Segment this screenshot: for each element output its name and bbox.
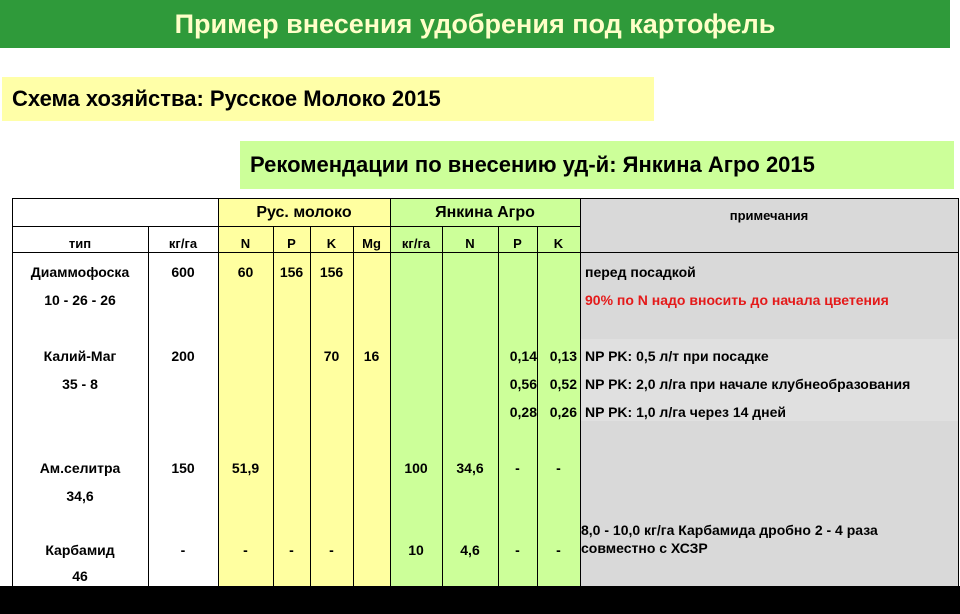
row-diammofoska-n: 60 [237,264,254,280]
row-kalimag-sub: 35 - 8 [62,376,98,392]
row-kalimag-k2-a: 0,13 [549,348,577,364]
row-amselitra-n2: 34,6 [456,460,484,476]
row-diammofoska-sub: 10 - 26 - 26 [44,292,116,308]
row-karbamid-k: - [329,542,334,558]
row-kalimag-k: 70 [323,348,340,364]
row-karbamid-note-1: 8,0 - 10,0 кг/га Карбамида дробно 2 - 4 раза [581,522,878,538]
group-rus-moloko: Рус. молоко [256,204,352,221]
row-amselitra-kgha2: 100 [404,460,428,476]
row-kalimag-p2-c: 0,28 [509,404,537,420]
header-k-2: K [553,236,564,251]
page-title: Пример внесения удобрения под картофель [0,0,950,48]
header-n-2: N [465,236,475,251]
row-amselitra-p2: - [515,460,520,476]
header-k-1: K [326,236,337,251]
rus-moloko-bg [218,198,390,586]
row-karbamid-n: - [243,542,248,558]
scheme-label: Схема хозяйства: Русское Молоко 2015 [2,77,654,121]
row-kalimag-note-b: NP PK: 2,0 л/га при начале клубнеобразования [585,376,911,392]
header-mg: Mg [362,236,381,251]
yankina-bg [390,198,580,586]
header-p-2: P [513,236,522,251]
row-diammofoska-note-red: 90% по N надо вносить до начала цветения [585,292,889,308]
group-notes: примечания [729,208,809,223]
row-kalimag-name: Калий-Маг [43,348,117,364]
recommendation-label: Рекомендации по внесению уд-й: Янкина Агро 2015 [240,141,954,189]
row-amselitra-name: Ам.селитра [39,460,121,476]
row-diammofoska-k: 156 [319,264,344,280]
row-diammofoska-note: перед посадкой [585,264,696,280]
row-karbamid-p: - [289,542,294,558]
row-kalimag-k2-b: 0,52 [549,376,577,392]
row-diammofoska-kgha: 600 [171,264,195,280]
row-karbamid-kgha2: 10 [408,542,424,558]
row-karbamid-n2: 4,6 [460,542,480,558]
row-karbamid-name: Карбамид [45,542,115,558]
header-p-1: P [287,236,296,251]
header-type: тип [68,236,92,251]
group-yankina: Янкина Агро [435,204,535,221]
header-kgha-1: кг/га [168,236,198,251]
row-karbamid-p2: - [515,542,520,558]
row-karbamid-note-2: совместно с ХСЗР [581,540,708,556]
row-diammofoska-p: 156 [279,264,304,280]
row-kalimag-note-c: NP PK: 1,0 л/га через 14 дней [585,404,787,420]
row-karbamid-kgha: - [180,542,186,558]
header-kgha-2: кг/га [401,236,431,251]
row-amselitra-kgha: 150 [171,460,195,476]
row-amselitra-n: 51,9 [231,460,260,476]
row-amselitra-k2: - [556,460,561,476]
row-kalimag-note-a: NP PK: 0,5 л/т при посадке [585,348,769,364]
row-kalimag-mg: 16 [363,348,380,364]
row-diammofoska-name: Диаммофоска [30,264,130,280]
row-kalimag-kgha: 200 [171,348,195,364]
row-kalimag-p2-a: 0,14 [509,348,537,364]
row-kalimag-p2-b: 0,56 [509,376,537,392]
row-karbamid-k2: - [556,542,561,558]
row-kalimag-k2-c: 0,26 [549,404,577,420]
header-n-1: N [240,236,251,251]
table-bg [12,198,218,586]
bottom-bar [0,586,960,614]
row-karbamid-sub: 46 [72,568,88,584]
row-amselitra-sub: 34,6 [66,488,94,504]
